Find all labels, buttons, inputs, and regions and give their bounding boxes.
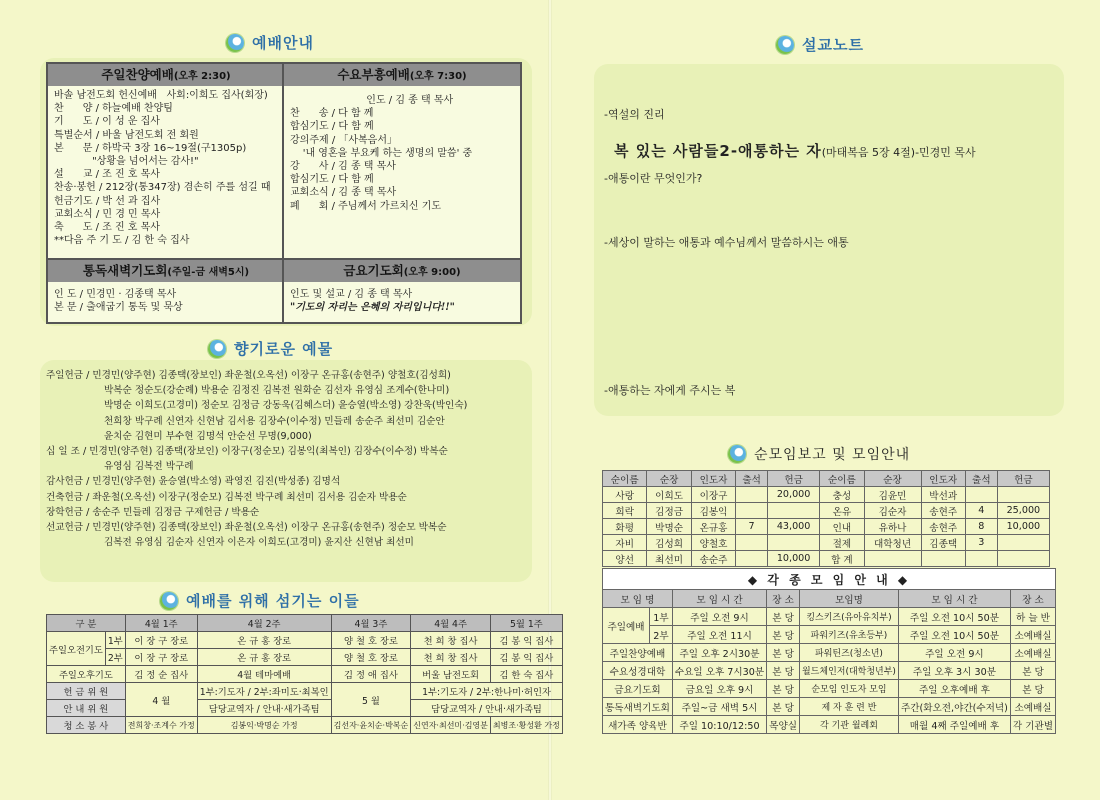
table-cell: 김선자·윤치순·박복순 [331, 717, 411, 734]
friday-prayer-details [284, 282, 520, 314]
table-row [47, 632, 563, 649]
table-cell: 43,000 [768, 519, 820, 535]
order-line: 찬 송 / 다 함 께 [290, 108, 374, 120]
table-cell: 주일찬양예배 [603, 644, 673, 662]
table-cell: 담당교역자 / 안내·새가족팀 [411, 700, 563, 717]
column-header: 출석 [965, 471, 997, 487]
giving-row: 박명순 이희도(고경미) 정순모 김정금 강동욱(김혜스더) 윤승열(박소영) 강찬욱(박인숙) [104, 400, 468, 412]
giving-row: 주일헌금 / 민경민(양주현) 김종택(장보인) 좌운철(오옥선) 이장구 온규홍(송현주) 양철호(김성희) [46, 370, 451, 381]
table-cell [965, 551, 997, 567]
order-line: "상황을 넘어서는 감사!" [54, 156, 199, 168]
table-cell: 금요일 오후 9시 [672, 680, 766, 698]
part-label: 2부 [105, 649, 125, 666]
sermon-point: -세상이 말하는 애통과 예수님께서 말씀하시는 애통 [604, 236, 849, 249]
table-cell: 온유 [820, 503, 864, 519]
table-row [47, 649, 563, 666]
table-cell: 주일 오후 3시 30분 [898, 662, 1010, 680]
month-label: 5 월 [331, 683, 411, 717]
table-cell: 본 당 [1010, 662, 1055, 680]
meetings-table [602, 568, 1056, 734]
table-cell: 각 기관 월례회 [799, 716, 898, 734]
giving-row: 선교헌금 / 민경민(양주현) 김종택(장보인) 좌운철(오옥선) 이장구 온규홍(송현주) 정순모 박복순 [46, 522, 447, 534]
friday-motto: "기도의 자리는 은혜의 자리입니다!!" [290, 302, 455, 314]
header-week: 4월 2주 [197, 615, 331, 632]
table-cell: 송순주 [691, 551, 735, 567]
servers-table [46, 614, 563, 734]
dawn-prayer-details [48, 282, 284, 314]
giving-row: 김복전 유영심 김순자 신연자 이은자 이희도(고경미) 윤지산 신현남 최선미 [104, 537, 414, 549]
table-cell: 수요일 오후 7시30분 [672, 662, 766, 680]
table-cell: 희락 [603, 503, 647, 519]
table-row [603, 487, 1050, 503]
table-cell: 주일 오전 9시 [898, 644, 1010, 662]
table-row [47, 717, 563, 734]
table-cell: 주일 10:10/12:50 [672, 716, 766, 734]
column-header: 헌금 [768, 471, 820, 487]
table-cell: 양선 [603, 551, 647, 567]
header-week: 4월 4주 [411, 615, 491, 632]
table-cell [997, 487, 1049, 503]
table-cell: 담당교역자 / 안내·새가족팀 [197, 700, 331, 717]
dawn-prayer-header: 통독새벽기도회(주일-금 새벽5시) [48, 260, 284, 282]
order-line: 바솔 남전도회 헌신예배 사회:이희도 집사(회장) [54, 90, 268, 101]
cell-header-row [603, 471, 1050, 487]
wednesday-worship-header: 수요부흥예배(오후 7:30) [284, 64, 520, 86]
table-cell: 주일 오전 9시 [672, 608, 766, 626]
header-week: 4월 1주 [125, 615, 197, 632]
table-cell: 본 당 [1010, 680, 1055, 698]
table-cell: 이희도 [647, 487, 691, 503]
cell-report-title: 순모임보고 및 모임안내 [728, 444, 910, 464]
sermon-note-title: 설교노트 [776, 34, 864, 55]
table-cell: 충성 [820, 487, 864, 503]
wednesday-worship-box [282, 62, 522, 260]
table-cell: 본 당 [767, 644, 800, 662]
table-cell: 3 [965, 535, 997, 551]
table-cell: 금요기도회 [603, 680, 673, 698]
table-row [603, 535, 1050, 551]
table-cell: 매월 4째 주일예배 후 [898, 716, 1010, 734]
table-cell: 신연자·최선미·김영분 [411, 717, 491, 734]
row-label: 주일예배 [603, 608, 650, 644]
order-line: 기 도 / 이 성 운 집사 [54, 116, 160, 128]
order-line: 설 교 / 조 진 호 목사 [54, 169, 160, 181]
table-cell: 이장구 [691, 487, 735, 503]
table-cell: 양 철 호 장로 [331, 632, 411, 649]
table-cell: 본 당 [767, 698, 800, 716]
meetings-title-row [603, 569, 1056, 590]
sermon-point: -애통이란 무엇인가? [604, 172, 703, 185]
table-cell: 김 한 숙 집사 [490, 666, 562, 683]
table-cell: 주일~금 새벽 5시 [672, 698, 766, 716]
servers-title: 예배를 위해 섬기는 이들 [160, 590, 360, 611]
table-cell: 주일 오전 10시 50분 [898, 608, 1010, 626]
row-label: 주일오전기도 [47, 632, 106, 666]
table-cell: 이 장 구 장로 [125, 649, 197, 666]
order-line: 찬 양 / 하늘예배 찬양팀 [54, 103, 173, 115]
table-row [603, 626, 1056, 644]
table-cell: 소예배실 [1010, 626, 1055, 644]
column-header: 순이름 [603, 471, 647, 487]
header-week: 4월 3주 [331, 615, 411, 632]
church-logo-icon [776, 36, 794, 54]
meetings-title: ◆ 각 종 모 임 안 내 ◆ [603, 569, 1056, 590]
table-cell: 인내 [820, 519, 864, 535]
sermon-title: 복 있는 사람들2-애통하는 자(마태복음 5장 4절)-민경민 목사 [614, 142, 976, 160]
header-week: 5월 1주 [490, 615, 562, 632]
table-cell: 최병조·황성환 가정 [490, 717, 562, 734]
table-cell: 절제 [820, 535, 864, 551]
table-cell: 주일 오후 2시30분 [672, 644, 766, 662]
order-line: 폐 회 / 주님께서 가르치신 기도 [290, 200, 442, 212]
table-cell: 10,000 [997, 519, 1049, 535]
giving-row: 십 일 조 / 민경민(양주현) 김종택(장보인) 이장구(정순모) 김봉익(최복인) 김장수(이수정) 박복순 [46, 446, 448, 458]
table-cell: 김 정 애 집사 [331, 666, 411, 683]
giving-row: 윤치순 김현미 부수현 김명석 안순선 무명(9,000) [104, 430, 312, 442]
table-cell: 25,000 [997, 503, 1049, 519]
table-row [603, 716, 1056, 734]
sunday-worship-header: 주일찬양예배(오후 2:30) [48, 64, 284, 86]
order-line: 인 도 / 민경민 · 김종택 목사 [54, 289, 177, 300]
table-cell: 4 [965, 503, 997, 519]
giving-row: 천희창 박구례 신연자 신현남 김서용 김장수(이수정) 민들레 송순주 최선미 김순안 [104, 415, 445, 427]
table-cell: 20,000 [768, 487, 820, 503]
dawn-prayer-box [46, 258, 286, 324]
table-cell [736, 487, 768, 503]
table-cell: 각 기관별 [1010, 716, 1055, 734]
table-cell: 온 규 홍 장로 [197, 649, 331, 666]
table-cell: 김정금 [647, 503, 691, 519]
table-cell: 제 자 훈 련 반 [799, 698, 898, 716]
table-cell: 본 당 [767, 662, 800, 680]
column-header: 순장 [647, 471, 691, 487]
column-header: 모 임 명 [603, 590, 673, 608]
table-cell: 1부:기도자 / 2부:한나미·허인자 [411, 683, 563, 700]
table-cell: 김윤민 [864, 487, 921, 503]
table-cell [864, 551, 921, 567]
order-line: 인도 / 김 종 택 목사 [290, 95, 454, 106]
table-cell: 사랑 [603, 487, 647, 503]
table-cell: 파워키즈(유초등부) [799, 626, 898, 644]
table-cell: 천 희 창 집사 [411, 632, 491, 649]
table-cell: 합 계 [820, 551, 864, 567]
right-page [552, 0, 1100, 800]
sermon-point: -애통하는 자에게 주시는 복 [604, 384, 736, 397]
order-line: 헌금기도 / 박 선 과 집사 [54, 195, 161, 207]
table-cell: 하 늘 반 [1010, 608, 1055, 626]
table-cell [768, 535, 820, 551]
table-cell: 양철호 [691, 535, 735, 551]
table-cell: 천 희 창 집사 [411, 649, 491, 666]
table-row [47, 666, 563, 683]
table-cell: 대학청년 [864, 535, 921, 551]
friday-leader: 인도 및 설교 / 김 종 택 목사 [290, 289, 413, 300]
table-cell: 김종택 [921, 535, 965, 551]
table-cell: 킹스키즈(유아유치부) [799, 608, 898, 626]
giving-list [46, 368, 526, 550]
table-row [47, 683, 563, 700]
table-cell: 4월 테마예배 [197, 666, 331, 683]
table-cell [997, 551, 1049, 567]
table-row [603, 680, 1056, 698]
table-cell: 김봉익·박명순 가정 [197, 717, 331, 734]
column-header: 인도자 [921, 471, 965, 487]
giving-row: 유영심 김복전 박구례 [104, 461, 194, 473]
table-cell: 김 정 순 집사 [125, 666, 197, 683]
table-row [603, 644, 1056, 662]
table-cell: 1부:기도자 / 2부:좌미도·최복인 [197, 683, 331, 700]
table-cell: 온 규 홍 장로 [197, 632, 331, 649]
table-cell: 전희창·조계수 가정 [125, 717, 197, 734]
table-cell: 김 봉 익 집사 [490, 649, 562, 666]
table-cell: 최선미 [647, 551, 691, 567]
church-logo-icon [160, 592, 178, 610]
order-line: 합심기도 / 다 함 께 [290, 121, 374, 133]
wednesday-worship-order [284, 86, 520, 213]
table-cell [768, 503, 820, 519]
giving-row: 장학헌금 / 송순주 민들레 김정금 구제헌금 / 박용순 [46, 506, 260, 518]
column-header: 헌금 [997, 471, 1049, 487]
meetings-header-row [603, 590, 1056, 608]
order-line: 찬송·봉헌 / 212장(통347장) 겸손히 주를 섬길 때 [54, 182, 271, 194]
table-cell: 김순자 [864, 503, 921, 519]
church-logo-icon [728, 445, 746, 463]
table-cell [921, 551, 965, 567]
column-header: 장 소 [1010, 590, 1055, 608]
order-line: 특별순서 / 바울 남전도회 전 회원 [54, 129, 199, 141]
table-cell: 온규홍 [691, 519, 735, 535]
table-cell: 8 [965, 519, 997, 535]
table-row [603, 503, 1050, 519]
table-cell: 김성희 [647, 535, 691, 551]
table-cell: 월드체인저(대학청년부) [799, 662, 898, 680]
servers-header-row [47, 615, 563, 632]
table-row [603, 608, 1056, 626]
table-cell: 주일 오전 10시 50분 [898, 626, 1010, 644]
column-header: 모 임 시 간 [898, 590, 1010, 608]
table-cell [736, 535, 768, 551]
table-cell: 화평 [603, 519, 647, 535]
table-cell: 본 당 [767, 626, 800, 644]
sunday-worship-box [46, 62, 286, 260]
table-cell: 주일 오전 11시 [672, 626, 766, 644]
row-label: 청 소 봉 사 [47, 717, 126, 734]
sermon-point: -역설의 진리 [604, 108, 665, 121]
table-cell: 2부 [650, 626, 673, 644]
table-cell: 자비 [603, 535, 647, 551]
table-cell: 소예배실 [1010, 644, 1055, 662]
table-cell: 새가족 양육반 [603, 716, 673, 734]
column-header: 순장 [864, 471, 921, 487]
sunday-worship-order [48, 86, 284, 247]
table-cell: 10,000 [768, 551, 820, 567]
cell-report-table [602, 470, 1050, 567]
order-line: 합심기도 / 다 함 께 [290, 174, 374, 186]
church-logo-icon [208, 340, 226, 358]
table-cell [736, 503, 768, 519]
order-line: 교회소식 / 김 종 택 목사 [290, 187, 397, 199]
table-cell: 송현주 [921, 503, 965, 519]
giving-title: 향기로운 예물 [208, 338, 333, 359]
table-cell: 목양실 [767, 716, 800, 734]
order-line: '내 영혼을 부요케 하는 생명의 말씀' 중 [290, 147, 473, 159]
table-cell: 박선과 [921, 487, 965, 503]
row-label: 안 내 위 원 [47, 700, 126, 717]
table-cell: 주간(화오전,야간(수저녁) [898, 698, 1010, 716]
sermon-reference: (마태복음 5장 4절)-민경민 목사 [821, 146, 976, 159]
table-row [603, 551, 1050, 567]
table-cell: 버울 남전도회 [411, 666, 491, 683]
table-cell: 본 당 [767, 608, 800, 626]
order-line: 본 문 / 하박국 3장 16~19절(구1305p) [54, 142, 247, 154]
row-label: 헌 금 위 원 [47, 683, 126, 700]
table-cell: 1부 [650, 608, 673, 626]
table-cell: 수요성경대학 [603, 662, 673, 680]
column-header: 출석 [736, 471, 768, 487]
order-line: 교회소식 / 민 경 민 목사 [54, 208, 161, 220]
table-row [603, 698, 1056, 716]
table-cell: 양 철 호 장로 [331, 649, 411, 666]
part-label: 1부 [105, 632, 125, 649]
table-cell: 김 봉 익 집사 [490, 632, 562, 649]
month-label: 4 월 [125, 683, 197, 717]
table-cell: 주일 오후예배 후 [898, 680, 1010, 698]
table-cell: 이 장 구 장로 [125, 632, 197, 649]
table-row [47, 700, 563, 717]
row-label: 주일오후기도 [47, 666, 126, 683]
giving-row: 건축헌금 / 좌운철(오옥선) 이장구(정순모) 김복전 박구례 최선미 김서용 김순자 박용순 [46, 491, 407, 503]
table-cell: 7 [736, 519, 768, 535]
friday-prayer-header: 금요기도회(오후 9:00) [284, 260, 520, 282]
column-header: 모임명 [799, 590, 898, 608]
table-cell [736, 551, 768, 567]
church-logo-icon [226, 34, 244, 52]
table-cell [997, 535, 1049, 551]
table-cell: 송현주 [921, 519, 965, 535]
table-cell: 김봉익 [691, 503, 735, 519]
table-cell: 유하나 [864, 519, 921, 535]
giving-row: 감사헌금 / 민경민(양주현) 윤승열(박소영) 곽영진 김진(박성종) 김명석 [46, 476, 341, 488]
table-cell [965, 487, 997, 503]
friday-prayer-box [282, 258, 522, 324]
order-line: 강 사 / 김 종 택 목사 [290, 161, 396, 173]
sermon-note-panel [594, 64, 1064, 416]
column-header: 모 임 시 간 [672, 590, 766, 608]
table-cell: 박명순 [647, 519, 691, 535]
column-header: 장 소 [767, 590, 800, 608]
table-cell: 파워틴즈(청소년) [799, 644, 898, 662]
order-line: 본 문 / 출애굽기 통독 및 묵상 [54, 302, 183, 314]
table-row [603, 519, 1050, 535]
table-row [603, 662, 1056, 680]
order-line: 강의주제 / 「사복음서」 [290, 134, 398, 146]
header-category: 구 분 [47, 615, 126, 632]
table-cell: 통독새벽기도회 [603, 698, 673, 716]
order-line: **다음 주 기 도 / 김 한 숙 집사 [54, 235, 190, 247]
column-header: 순이름 [820, 471, 864, 487]
table-cell: 본 당 [767, 680, 800, 698]
worship-info-title: 예배안내 [226, 32, 314, 53]
table-cell: 순모임 인도자 모임 [799, 680, 898, 698]
column-header: 인도자 [691, 471, 735, 487]
order-line: 축 도 / 조 진 호 목사 [54, 222, 160, 234]
table-cell: 소예배실 [1010, 698, 1055, 716]
giving-row: 박복순 정순도(강순례) 박용순 김정진 김복전 원화순 김선자 유영심 조계수(한나미) [104, 385, 450, 397]
